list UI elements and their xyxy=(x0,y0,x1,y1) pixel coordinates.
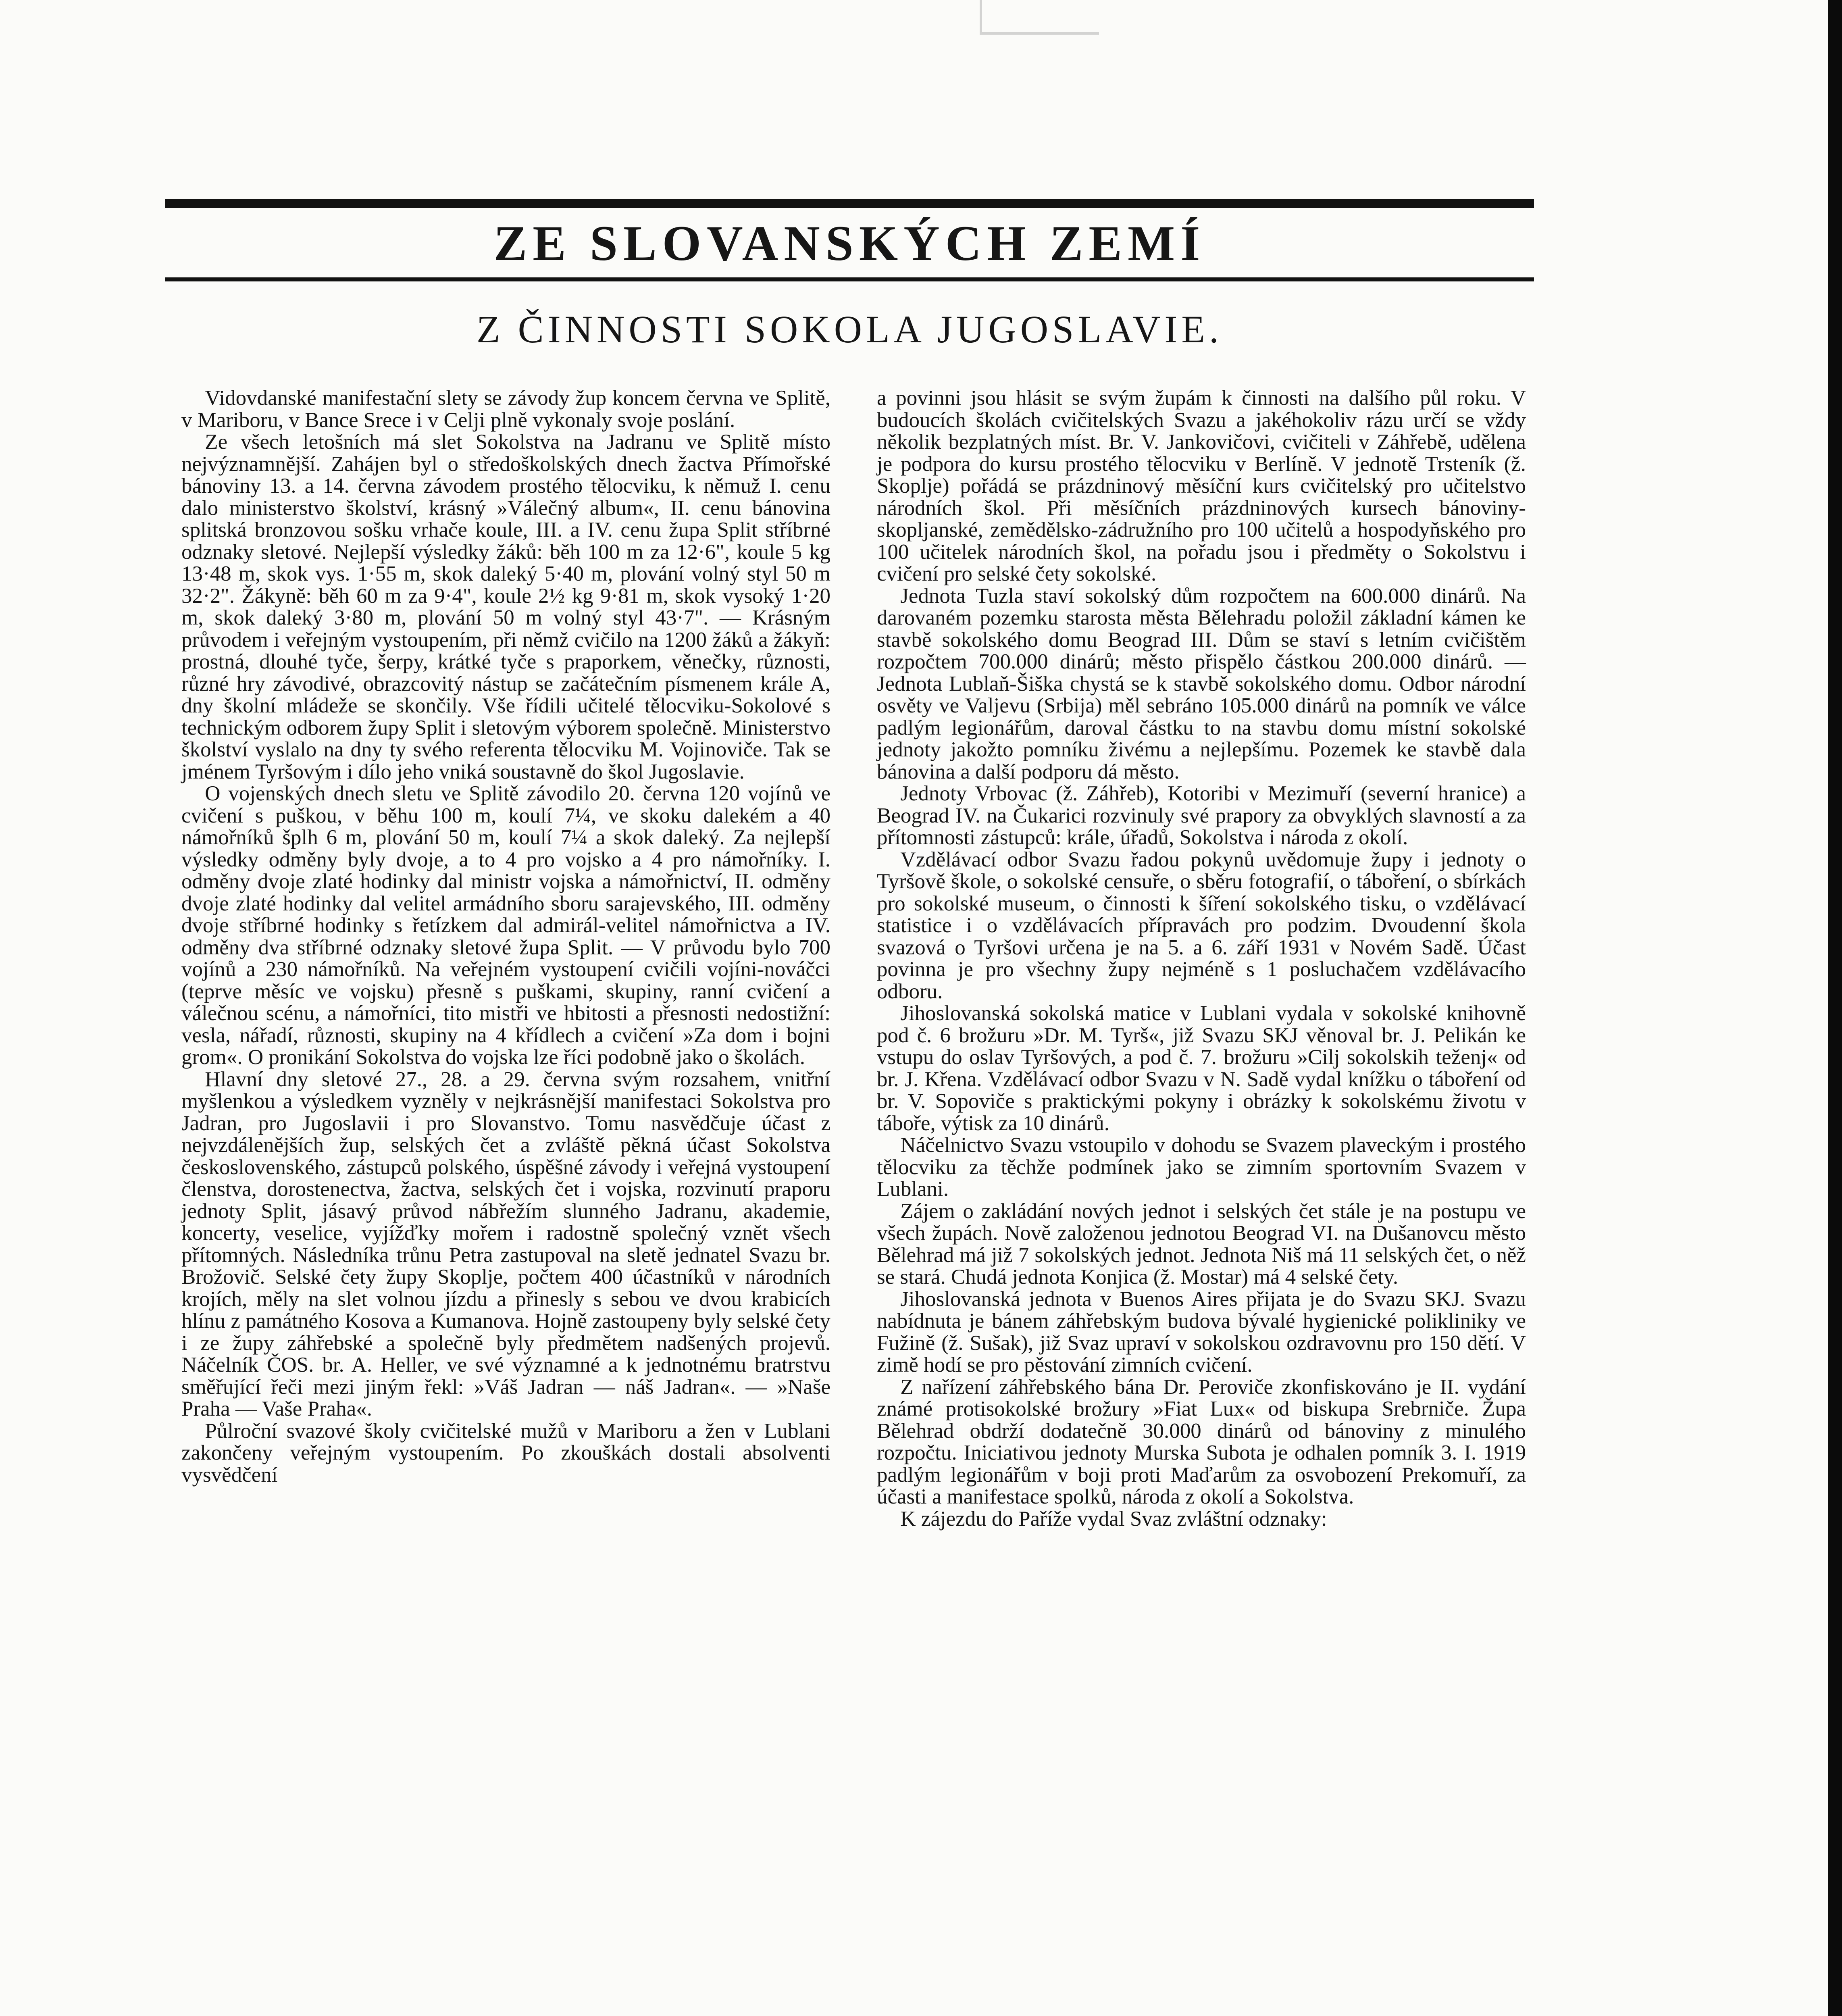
library-stamp-mark xyxy=(980,0,1099,35)
paragraph: Jihoslovanská jednota v Buenos Aires přijata je do Svazu SKJ. Svazu nabídnuta je bánem záhřebským budova bývalé hygienické polikliniky ve Fužině (ž. Sušak), již Svaz upraví v sokolskou ozdravovnu pro 150 dětí. V zimě hodí se pro pěstování zimních cvičení. xyxy=(877,1287,1526,1377)
section-title: ZE SLOVANSKÝCH ZEMÍ xyxy=(493,216,1206,271)
scan-border-right xyxy=(1828,0,1842,2016)
left-column xyxy=(181,387,830,1486)
paragraph: Jednoty Vrbovac (ž. Záhřeb), Kotoribi v Mezimuří (severní hranice) a Beograd IV. na Čukarici rozvinuly své prapory za obvyklých slavností a za přítomnosti zástupců: krále, úřadů, Sokolstva i národa z okolí. xyxy=(877,782,1526,849)
paragraph: Vidovdanské manifestační slety se závody žup koncem června ve Splitě, v Mariboru, v Bance Srece i v Celji plně vykonaly svoje poslání. xyxy=(181,386,830,432)
paragraph: Jihoslovanská sokolská matice v Lublani vydala v sokolské knihovně pod č. 6 brožuru »Dr. M. Tyrš«, již Svazu SKJ věnoval br. J. Pelikán ke vstupu do oslav Tyršových, a pod č. 7. brožuru »Cilj sokolskih teženj« od br. J. Křena. Vzdělávací odbor Svazu v N. Sadě vydal knížku o táboření od br. V. Sopoviče s praktickými pokyny i obrázky k sokolskému životu v táboře, výtisk za 10 dinárů. xyxy=(877,1002,1526,1135)
header-rule-top xyxy=(165,199,1534,208)
paragraph: O vojenských dnech sletu ve Splitě závodilo 20. června 120 vojínů ve cvičení s puškou, v běhu 100 m, koulí 7¼, ve skoku dalekém a 40 námořníků šplh 6 m, plování 50 m, koulí 7¼ a skok daleký. Za nejlepší výsledky odměny byly dvoje, a to 4 pro vojsko a 4 pro námořníky. I. odměny dvoje zlaté hodinky dal ministr vojska a námořnictví, II. odměny dvoje zlaté hodinky dal velitel armádního sboru sarajevského, III. odměny dvoje stříbrné hodinky s řetízkem dal admirál-velitel námořnictva a IV. odměny dva stříbrné odznaky sletové župa Split. — V průvodu bylo 700 vojínů a 230 námořníků. Na veřejném vystoupení cvičili vojíni-nováčci (teprve měsíc ve vojsku) přesně s puškami, skupiny, ranní cvičení a válečnou scénu, a námořníci, tito mistři ve hbitosti a přesnosti nedostižní: vesla, nářadí, různosti, skupiny na 4 křídlech a cvičení »Za dom i bojni grom«. O pronikání Sokolstva do vojska lze říci podobně jako o školách. xyxy=(181,782,830,1069)
paragraph: Z nařízení záhřebského bána Dr. Peroviče zkonfiskováno je II. vydání známé protisokolské brožury »Fiat Lux« od biskupa Srebrniče. Župa Bělehrad obdrží dodatečně 30.000 dinárů od bánoviny z minulého rozpočtu. Iniciativou jednoty Murska Subota je odhalen pomník 3. I. 1919 padlým legionářům v boji proti Maďarům za osvobození Prekomuří, za účasti a manifestace spolků, národa z okolí a Sokolstva. xyxy=(877,1375,1526,1508)
paragraph: K zájezdu do Paříže vydal Svaz zvláštní odznaky: xyxy=(900,1507,1327,1531)
paragraph: Půlroční svazové školy cvičitelské mužů v Mariboru a žen v Lublani zakončeny veřejným vystoupením. Po zkouškách dostali absolventi vysvědčení xyxy=(181,1419,830,1487)
paragraph: Ze všech letošních má slet Sokolstva na Jadranu ve Splitě místo nejvýznamnější. Zahájen byl o středoškolských dnech žactva Přímořské bánoviny 13. a 14. června závodem prostého tělocviku, k němuž I. cenu dalo ministerstvo školství, krásný »Válečný album«, II. cenu bánovina splitská bronzovou sošku vrhače koule, III. a IV. cenu župa Split stříbrné odznaky sletové. Nejlepší výsledky žáků: běh 100 m za 12·6", koule 5 kg 13·48 m, skok vys. 1·55 m, skok daleký 5·40 m, plování volný styl 50 m 32·2". Žákyně: běh 60 m za 9·4", koule 2½ kg 9·81 m, skok vysoký 1·20 m, skok daleký 3·80 m, plování 50 m volný styl 43·7". — Krásným průvodem i veřejným vystoupením, při němž cvičilo na 1200 žáků a žákyň: prostná, dlouhé tyče, šerpy, krátké tyče s praporkem, věnečky, různosti, různé hry závodivé, obrazcovitý nástup se začátečním písmenem krále A, dny školní mládeže se skončily. Vše řídili učitelé tělocviku-Sokolové s technickým odborem župy Split i sletovým výborem společně. Ministerstvo školství vyslalo na dny ty svého referenta tělocviku M. Vojinoviče. Tak se jménem Tyršovým i dílo jeho vniká soustavně do škol Jugoslavie. xyxy=(181,430,830,783)
paragraph: Jednota Tuzla staví sokolský dům rozpočtem na 600.000 dinárů. Na darovaném pozemku starosta města Bělehradu položil základní kámen ke stavbě sokolského domu Beograd III. Dům se staví s letním cvičištěm rozpočtem 700.000 dinárů; město přispělo částkou 200.000 dinárů. — Jednota Lublaň-Šiška chystá se k stavbě sokolského domu. Odbor národní osvěty ve Valjevu (Srbija) měl sebráno 105.000 dinárů na pomník ve válce padlým legionářům, daroval částku to na stavbu domu místní sokolské jednoty jakožto pomníku živému a nejlepšímu. Pozemek ke stavbě dala bánovina a další podporu dá město. xyxy=(877,584,1526,783)
paragraph: Zájem o zakládání nových jednot i selských čet stále je na postupu ve všech župách. Nově založenou jednotou Beograd VI. na Dušanovcu město Bělehrad má již 7 sokolských jednot. Jednota Niš má 11 selských čet, o něž se stará. Chudá jednota Konjica (ž. Mostar) má 4 selské čety. xyxy=(877,1199,1526,1289)
right-column xyxy=(877,387,1526,1530)
paragraph: Hlavní dny sletové 27., 28. a 29. června svým rozsahem, vnitřní myšlenkou a výsledkem vyzněly v nejkrásnější manifestaci Sokolstva pro Jadran, pro Jugoslavii i pro Slovanstvo. Tomu nasvědčuje účast z nejvzdálenějších žup, selských čet a zvláště pěkná účast Sokolstva československého, zástupců polského, úspěšné závody i veřejná vystoupení členstva, dorostenectva, žactva, selských čet i vojska, rozvinutí praporu jednoty Split, jásavý průvod nábřežím slunného Jadranu, akademie, koncerty, veselice, vyjížďky mořem i radostně společný vznět všech přítomných. Následníka trůnu Petra zastupoval na sletě jednatel Svazu br. Brožovič. Selské čety župy Skoplje, počtem 400 účastníků v národních krojích, měly na slet volnou jízdu a přinesly s sebou ve dvou krabicích hlínu z památného Kosova a Kumanova. Hojně zastoupeny byly selské čety i ze župy záhřebské a společně byly předmětem nadšených projevů. Náčelník ČOS. br. A. Heller, ve své významné a k jednotnému bratrstvu směřující řeči mezi jiným řekl: »Váš Jadran — náš Jadran«. — »Naše Praha — Vaše Praha«. xyxy=(181,1067,830,1420)
paragraph: Náčelnictvo Svazu vstoupilo v dohodu se Svazem plaveckým i prostého tělocviku za těchže podmínek jako se zimním sportovním Svazem v Lublani. xyxy=(877,1133,1526,1201)
paragraph: Vzdělávací odbor Svazu řadou pokynů uvědomuje župy i jednoty o Tyršově škole, o sokolské censuře, o sběru fotografií, o táboření, o sbírkách pro sokolské museum, o činnosti k šíření sokolského tisku, o vzdělávací statistice i o vzdělávacích přípravách pro podzim. Dvoudenní škola svazová o Tyršovi určena je na 5. a 6. září 1931 v Novém Sadě. Účast povinna je pro všechny župy nejméně s 1 posluchačem vzdělávacího odboru. xyxy=(877,848,1526,1003)
paragraph-continued: a povinni jsou hlásit se svým župám k činnosti na dalšího půl roku. V budoucích školách cvičitelských Svazu a jakéhokoliv rázu určí se vždy několik bezplatných míst. Br. V. Jankovičovi, cvičiteli v Záhřebě, udělena je podpora do kursu prostého tělocviku v Berlíně. V jednotě Trsteník (ž. Skoplje) pořádá se prázdninový měsíční kurs cvičitelský pro učitelstvo národních škol. Při měsíčních prázdninových kursech bánoviny-skopljanské, zemědělsko-zádružního pro 100 učitelů a hospodyňského pro 100 učitelek národních škol, na pořadu jsou i předměty o Sokolstvu i cvičení pro selské čety sokolské. xyxy=(877,386,1526,585)
article-title: Z ČINNOSTI SOKOLA JUGOSLAVIE. xyxy=(477,308,1223,351)
header-rule-bottom xyxy=(165,277,1534,281)
